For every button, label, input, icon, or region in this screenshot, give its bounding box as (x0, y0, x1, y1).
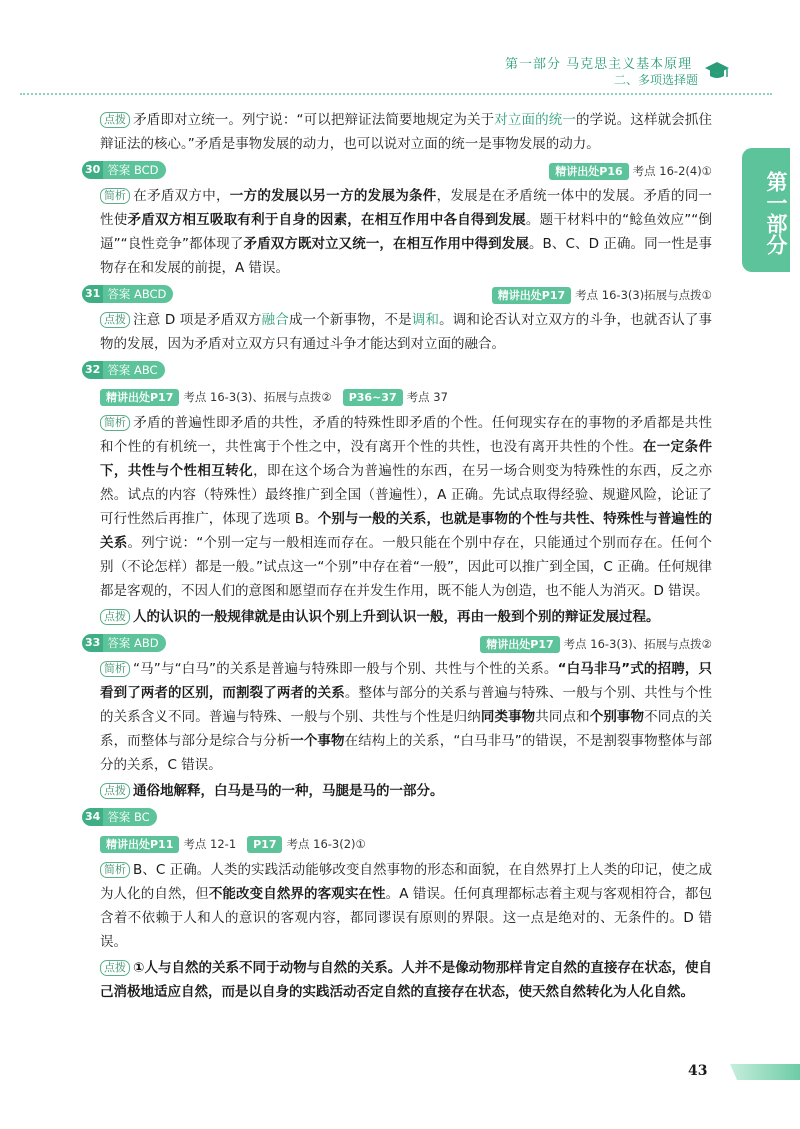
text-segment: 。A 错误。任何真理都标志着主观与客观相符合，都包含着不依赖于人和人的意识的客观内容，都同谬误有原则的界限。这一点是绝对的、无条件的。D 错误。 (100, 886, 713, 950)
question-number: 33 (82, 634, 103, 652)
tip-33: 点拨 通俗地解释，白马是马的一种，马腿是马的一部分。 (100, 779, 712, 803)
text-segment: 在一定条件下，共性与个性相互转化 (100, 439, 713, 479)
text-segment: 共同点和 (535, 709, 590, 725)
text-segment: 不同点的关系，而整体与部分是综合与分析 (100, 709, 713, 749)
text-segment: 调和 (411, 312, 440, 328)
source-reference-34: 精讲出处P11 考点 12-1 P17 考点 16-3(2)① (100, 832, 712, 856)
answer-badge: 答案 ABCD (103, 285, 173, 303)
text-segment: 一个事物 (290, 733, 345, 749)
text-segment: 在矛盾双方中， (133, 188, 230, 204)
text-segment: 矛盾的普遍性即矛盾的共性，矛盾的特殊性即矛盾的个性。任何现实存在的事物的矛盾都是共性和个性的有机统一，共性寓于个性之中，没有离开个性的共性，也没有离开共性的个性。 (100, 415, 712, 455)
text-segment: 。整体与部分的关系与普遍与特殊、一般与个别、共性与个性的关系含义不同。普遍与特殊、一般与个别、共性与个性是归纳 (100, 685, 713, 725)
text-segment: 矛盾即对立统一。列宁说：“可以把辩证法简要地规定为关于 (133, 112, 495, 128)
answer-badge: 答案 ABD (103, 634, 165, 652)
header-part-title: 第一部分 马克思主义基本原理 (505, 57, 693, 72)
tip-34: 点拨 ①人与自然的关系不同于动物与自然的关系。人并不是像动物那样肯定自然的直接存在状态，使自己消极地适应自然，而是以自身的实践活动否定自然的直接存在状态，使天然自然转化为人化自然。 (100, 960, 712, 1000)
source-tag-2: P17 (247, 836, 282, 853)
graduation-cap-icon (704, 58, 730, 84)
text-segment: 。B、C、D 正确。同一性是事物存在和发展的前提，A 错误。 (100, 236, 713, 276)
tip-32: 点拨 人的认识的一般规律就是由认识个别上升到认识一般，再由一般到个别的辩证发展过程。 (100, 605, 712, 629)
header-divider (20, 93, 772, 95)
answer-badge: 答案 BCD (103, 161, 165, 179)
tip-31 (100, 308, 712, 356)
text-segment: 矛盾双方相互吸取有利于自身的因素，在相互作用中各自得到发展 (127, 212, 526, 228)
text-segment: 。题干材料中的“鲶鱼效应”“倒逼”“良性竞争”都体现了 (100, 212, 713, 252)
text-segment: 。列宁说：“个别一定与一般相连而存在。一般只能在个别中存在，只能通过个别而存在。任何个别（不论怎样）都是一般。”试点这一“个别”中存在着“一般”，因此可以推广到全国，C 正确。任何规律都是客观的，不因人们的意图和愿望而存在并发生作用，既不能人为创造，也不能人为消灭。D 错误。 (100, 535, 712, 599)
question-number: 32 (82, 361, 103, 379)
tip-label: 点拨 (100, 960, 130, 976)
answer-row-34 (82, 805, 712, 831)
answer-row-30 (82, 158, 712, 184)
tip-label: 点拨 (100, 312, 130, 328)
text-segment: 融合 (261, 312, 289, 328)
text-segment: 对立面的统一 (494, 112, 576, 128)
answer-row-31 (82, 282, 712, 308)
analysis-33 (100, 657, 712, 777)
answer-row-32 (82, 358, 712, 384)
header-section-title: 二、多项选择题 (614, 73, 699, 87)
text-segment: 一方的发展以另一方的发展为条件 (229, 188, 437, 204)
side-section-tab: 第一部分 (742, 148, 790, 272)
tip-label: 点拨 (100, 112, 130, 128)
text-segment: 注意 D 项是矛盾双方 (133, 312, 262, 328)
text-segment: ，发展是在矛盾统一体中的发展。矛盾的同一性使 (100, 188, 713, 228)
source-tag: 精讲出处P16 (549, 163, 628, 180)
text-segment: 在结构上的关系，“白马非马”的错误，不是割裂事物整体与部分的关系，C 错误。 (100, 733, 712, 773)
source-tag: 精讲出处P17 (100, 389, 179, 406)
question-number: 31 (82, 285, 103, 303)
analysis-label: 简析 (100, 415, 130, 431)
source-reference-32: 精讲出处P17 考点 16-3(3)、拓展与点拨② P36~37 考点 37 (100, 385, 712, 409)
answer-row-33 (82, 631, 712, 657)
source-reference: 精讲出处P17 考点 16-3(3)、拓展与点拨② (480, 632, 712, 656)
source-tag: 精讲出处P17 (492, 287, 571, 304)
text-segment: “白马非马”式的招聘，只看到了两者的区别，而割裂了两者的关系 (100, 661, 712, 701)
analysis-label: 简析 (100, 862, 130, 878)
text-segment: B、C 正确。人类的实践活动能够改变自然事物的形态和面貌，在自然界打上人类的印记，使之成为人化的自然，但 (100, 862, 712, 902)
main-content (85, 108, 713, 1006)
analysis-label: 简析 (100, 661, 130, 677)
text-segment: 。调和论否认对立双方的斗争，也就否认了事物的发展，因为矛盾对立双方只有通过斗争才能达到对立面的融合。 (100, 312, 713, 352)
page-number-bar (730, 1064, 800, 1080)
source-reference: 精讲出处P16 考点 16-2(4)① (549, 159, 712, 183)
answer-badge: 答案 BC (103, 808, 156, 826)
source-tag-2: P36~37 (343, 389, 403, 406)
text-segment: 个别事物 (589, 709, 645, 725)
tip-label: 点拨 (100, 609, 130, 625)
analysis-32 (100, 411, 712, 603)
source-tag: 精讲出处P17 (480, 636, 559, 653)
page-number: 43 (688, 1063, 708, 1079)
tip-label: 点拨 (100, 783, 130, 799)
text-segment: 矛盾双方既对立又统一，在相互作用中得到发展 (243, 236, 529, 252)
analysis-label: 简析 (100, 188, 130, 204)
text-segment: 个别与一般的关系，也就是事物的个性与共性、特殊性与普遍性的关系 (100, 511, 712, 551)
text-segment: 不能改变自然界的客观实在性 (208, 886, 386, 902)
question-number: 30 (82, 161, 103, 179)
question-number: 34 (82, 808, 103, 826)
intro-tip (100, 108, 712, 156)
analysis-34 (100, 858, 712, 954)
analysis-30 (100, 184, 712, 280)
text-segment: 同类事物 (480, 709, 536, 725)
source-reference: 精讲出处P17 考点 16-3(3)拓展与点拨① (492, 283, 712, 307)
source-tag: 精讲出处P11 (100, 836, 179, 853)
text-segment: 成一个新事物，不是 (288, 312, 412, 328)
text-segment: 的学说。这样就会抓住辩证法的核心。”矛盾是事物发展的动力，也可以说对立面的统一是事物发展的动力。 (100, 112, 712, 152)
text-segment: ，即在这个场合为普遍性的东西，在另一场合则变为特殊性的东西，反之亦然。试点的内容（特殊性）最终推广到全国（普遍性），A 正确。先试点取得经验、规避风险，论证了可行性然后再推广，体现了选项 B。 (100, 463, 713, 527)
answer-badge: 答案 ABC (103, 361, 164, 379)
text-segment: “马”与“白马”的关系是普遍与特殊即一般与个别、共性与个性的关系。 (133, 661, 558, 677)
